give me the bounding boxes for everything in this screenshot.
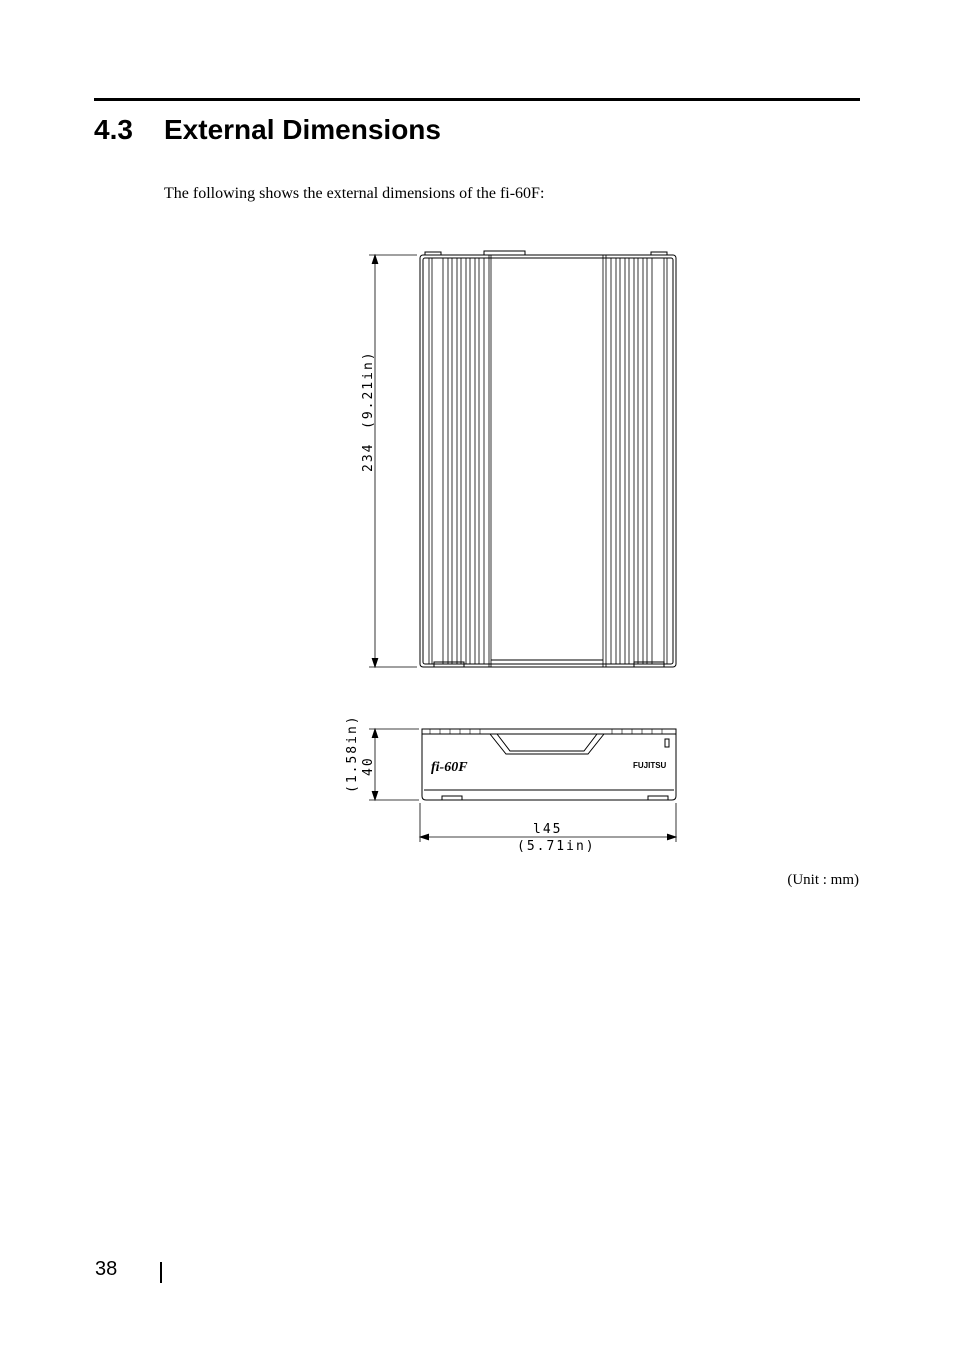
- front-view-rim-ticks: [430, 729, 662, 734]
- top-view-inner-edge: [423, 258, 673, 664]
- top-view: [420, 251, 676, 667]
- width-mm-label: l45: [533, 822, 563, 837]
- depth-in-label: (1.58in): [345, 714, 360, 793]
- section-number: 4.3: [94, 114, 133, 145]
- top-view-tab-center: [484, 251, 525, 255]
- depth-dimension: [369, 729, 419, 800]
- front-view-foot-left: [442, 796, 462, 800]
- front-view-model-logo: fi-60F: [431, 760, 468, 775]
- front-view-indicator-lamp: [665, 739, 669, 747]
- front-view-foot-right: [648, 796, 668, 800]
- page-number: 38: [95, 1258, 118, 1280]
- height-mm-label: 234: [361, 442, 376, 472]
- height-in-label: (9.21in): [361, 350, 376, 429]
- section-title: External Dimensions: [164, 114, 441, 145]
- top-view-right-ribs: [603, 255, 667, 667]
- front-view-brand-logo: FUJITSU: [633, 761, 667, 770]
- unit-note: (Unit : mm): [787, 872, 859, 888]
- top-view-left-ribs: [429, 255, 491, 667]
- width-in-label: (5.71in): [517, 839, 596, 854]
- front-view-paper-slot-inner: [497, 734, 597, 751]
- height-dimension: [369, 255, 417, 667]
- intro-paragraph: The following shows the external dimensions of the fi-60F:: [164, 185, 545, 202]
- depth-mm-label: 40: [361, 756, 376, 776]
- page-number-divider: [160, 1262, 162, 1283]
